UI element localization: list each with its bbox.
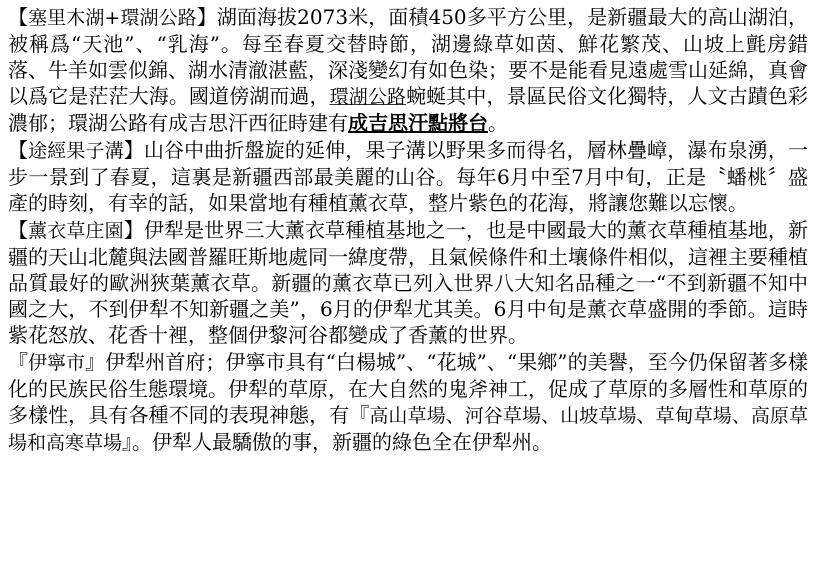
section-heading-sayram-lake: 塞里木湖+環湖公路 bbox=[28, 7, 197, 29]
section-heading-lavender-farm: 薰衣草庄園 bbox=[28, 220, 124, 242]
section-heading-guozigou: 途經果子溝 bbox=[28, 140, 124, 162]
section-text: 伊犁是世界三大薰衣草種植基地之一，也是中國最大的薰衣草種植基地，新疆的天山北麓與法國普羅旺斯地處同一緯度帶，且氣候條件和土壤條件相似，這裡主要種植品質最好的歐洲狹葉薰衣草。新疆的薰衣草已列入世界八大知名品種之一“不到新疆不知中國之大，不到伊犁不知新疆之美”，6月的伊犁尤其美。6月中旬是薰衣草盛開的季節。這時紫花怒放、花香十裡，整個伊黎河谷都變成了香薰的世界。 bbox=[8, 218, 809, 347]
bracket-close: 】 bbox=[123, 138, 144, 162]
section-text: 湖面海拔2073米，面積450多平方公里，是新疆最大的高山湖泊，被稱爲“天池”、“乳海”。每至春夏交替時節，湖邊綠草如茵、鮮花繁茂、山坡上氈房錯落、牛羊如雲似錦、湖水清澈湛藍，深淺變幻有如色染；要不是能看見遠處雪山延綿，真會以爲它是茫茫大海。國道傍湖而過， bbox=[8, 5, 809, 108]
section-guozigou bbox=[8, 137, 808, 216]
document-body bbox=[8, 4, 808, 457]
bracket-close: 】 bbox=[196, 5, 217, 29]
section-text: 伊犁州首府；伊寧市具有“白楊城”、“花城”、“果鄉”的美譽，至今仍保留著多樣化的民族民俗生態環境。伊犁的草原，在大自然的鬼斧神工，促成了草原的多層性和草原的多樣性，具有各種不同的表現神態，有『 bbox=[8, 350, 808, 427]
bracket-close: 』 bbox=[85, 350, 106, 374]
bracket-open: 【 bbox=[8, 138, 29, 162]
section-text: 』。伊犁人最驕傲的事，新疆的綠色全在伊犁州。 bbox=[122, 430, 553, 454]
bracket-open: 『 bbox=[8, 350, 29, 374]
section-sayram-lake bbox=[8, 4, 808, 136]
bracket-open: 【 bbox=[8, 218, 29, 242]
genghis-khan-platform: 成吉思汗點將台 bbox=[348, 111, 488, 135]
section-text: 山谷中曲折盤旋的延伸，果子溝以野果多而得名，層林疊嶂，瀑布泉湧，一步一景到了春夏，這裏是新疆西部最美麗的山谷。每年6月中至7月中旬，正是〝蟠桃〞盛產的時刻，有幸的話，如果當地有種植薰衣草，整片紫色的花海，將讓您難以忘懷。 bbox=[8, 138, 809, 215]
section-text: 蜿蜒其中，景區民俗文化獨特，人文古蹟色彩濃郁；環湖公路有成吉思汗西征時建有 bbox=[8, 84, 809, 135]
section-heading-yining-city: 伊寧市 bbox=[28, 352, 86, 374]
grassland-types: 高山草場、河谷草場、山坡草場、草甸草場、高原草場和高寒草場 bbox=[8, 405, 808, 454]
bracket-open: 【 bbox=[8, 5, 29, 29]
section-text: 。 bbox=[488, 111, 508, 135]
bracket-close: 】 bbox=[123, 218, 144, 242]
section-yining-city bbox=[8, 349, 808, 456]
ring-road-link[interactable]: 環湖公路 bbox=[329, 86, 407, 108]
section-lavender-farm bbox=[8, 217, 808, 348]
